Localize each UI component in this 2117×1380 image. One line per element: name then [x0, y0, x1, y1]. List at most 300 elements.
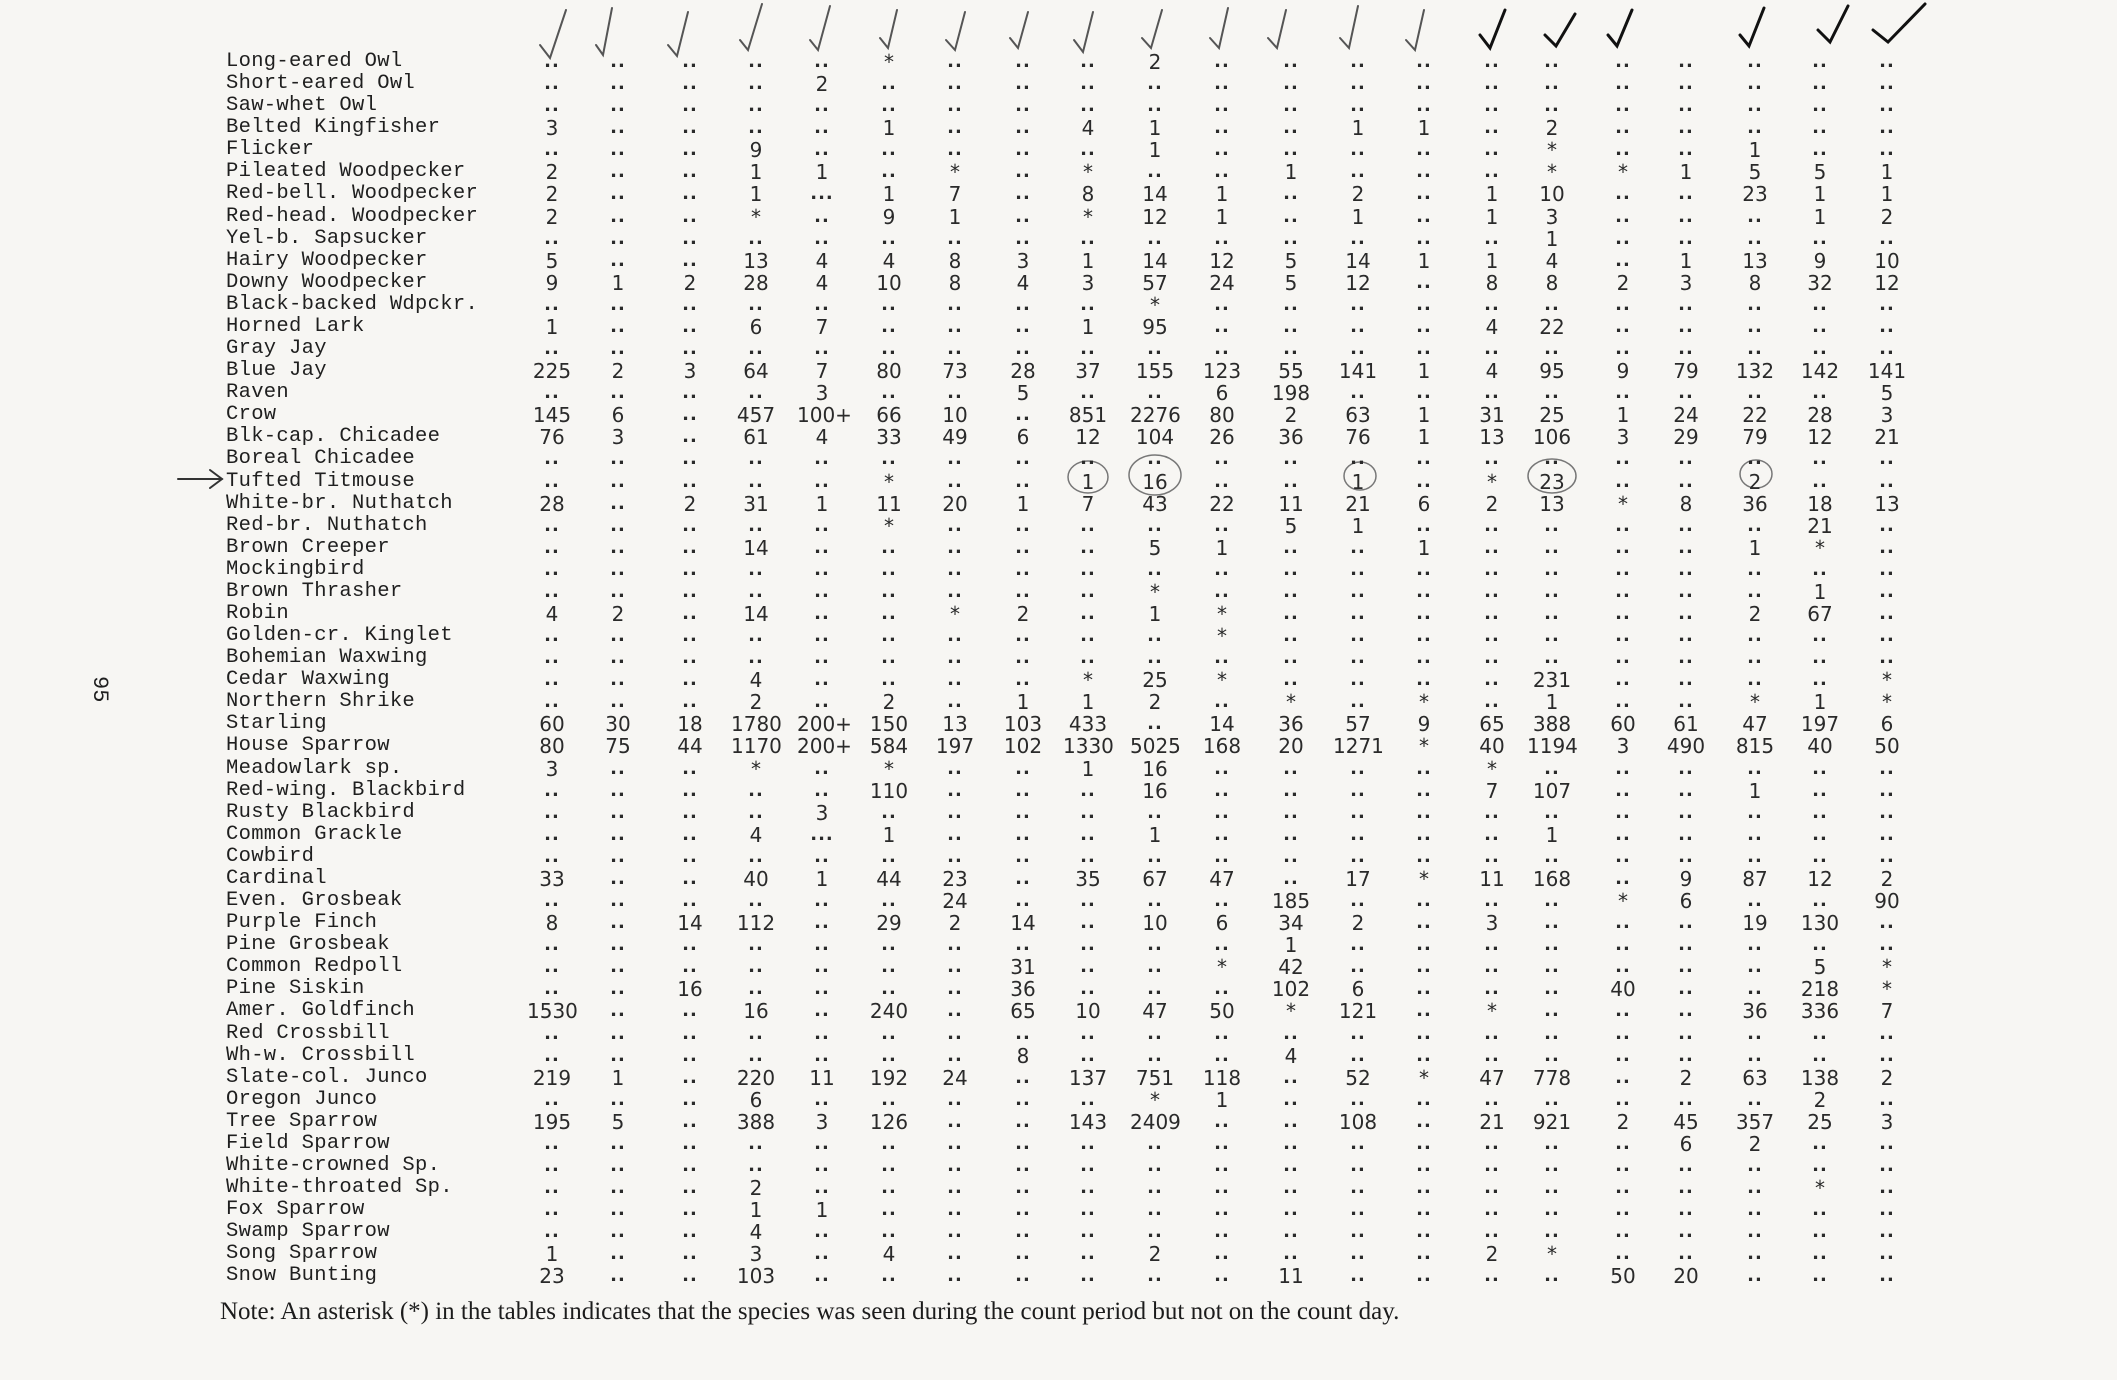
count-cell: 1 [815, 1198, 829, 1223]
count-cell: .. [1416, 1088, 1432, 1110]
count-cell: .. [1747, 1265, 1763, 1287]
count-cell: 6 [1417, 491, 1431, 516]
count-cell: .. [1214, 448, 1230, 470]
count-cell: .. [748, 580, 764, 602]
species-name: Red-head. Woodpecker [226, 204, 479, 228]
count-cell: 2 [1616, 270, 1630, 295]
count-cell: .. [1015, 757, 1031, 779]
table-row [0, 691, 2117, 713]
count-cell: .. [1350, 382, 1366, 404]
count-cell: 3 [815, 800, 829, 825]
count-cell: * [884, 469, 894, 494]
count-cell: .. [947, 338, 963, 360]
count-cell: 1 [815, 866, 829, 891]
count-cell: .. [1747, 801, 1763, 823]
count-cell: 1330 [1063, 734, 1114, 759]
count-cell: .. [1416, 978, 1432, 1000]
count-cell: 95 [1539, 359, 1565, 384]
count-cell: .. [1350, 1221, 1366, 1243]
count-cell: .. [1214, 801, 1230, 823]
count-cell: 60 [539, 712, 565, 737]
count-cell: .. [1544, 338, 1560, 360]
count-cell: .. [1214, 1022, 1230, 1044]
count-cell: 40 [1807, 734, 1833, 759]
table-row [0, 912, 2117, 934]
count-cell: .. [1678, 1243, 1694, 1265]
count-cell: .. [1350, 956, 1366, 978]
table-row [0, 603, 2117, 625]
count-cell: .. [881, 978, 897, 1000]
count-cell: .. [1147, 934, 1163, 956]
count-cell: * [1419, 734, 1429, 759]
count-cell: 2 [749, 690, 763, 715]
count-cell: .. [682, 293, 698, 315]
count-cell: 143 [1068, 1109, 1108, 1134]
count-cell: 168 [1202, 734, 1242, 759]
count-cell: 2 [545, 160, 559, 185]
count-cell: .. [1615, 315, 1631, 337]
count-cell: .. [682, 404, 698, 426]
count-cell: .. [1416, 603, 1432, 624]
count-cell: 5 [611, 1109, 625, 1134]
count-cell: 80 [876, 359, 902, 384]
count-cell: .. [748, 1022, 764, 1044]
count-cell: .. [1283, 315, 1299, 337]
count-cell: .. [1484, 1199, 1500, 1221]
species-name: Snow Bunting [226, 1264, 378, 1288]
count-cell: .. [1747, 1177, 1763, 1199]
count-cell: .. [1879, 1132, 1895, 1154]
count-cell: .. [610, 338, 626, 360]
count-cell: .. [947, 1199, 963, 1221]
count-cell: 1 [948, 204, 962, 229]
count-cell: .. [1544, 845, 1560, 867]
count-cell: .. [682, 1000, 698, 1022]
count-cell: * [1815, 535, 1825, 560]
count-cell: .. [1544, 1022, 1560, 1044]
count-cell: 195 [532, 1109, 572, 1134]
count-cell: .. [1214, 117, 1230, 139]
count-cell: * [1547, 160, 1557, 185]
count-cell: .. [1214, 890, 1230, 912]
count-cell: * [1083, 160, 1093, 185]
count-cell: .. [748, 293, 764, 315]
count-cell: .. [1615, 73, 1631, 95]
table-row [0, 1133, 2117, 1155]
count-cell: .. [1416, 1022, 1432, 1044]
count-cell: 31 [1010, 955, 1036, 980]
count-cell: .. [1283, 95, 1299, 117]
count-cell: .. [1879, 514, 1895, 536]
count-cell: .. [682, 1066, 698, 1088]
count-cell: 2 [1284, 403, 1298, 428]
count-cell: .. [881, 801, 897, 823]
count-cell: .. [1544, 757, 1560, 779]
count-cell: .. [881, 934, 897, 956]
count-cell: .. [682, 956, 698, 978]
count-cell: 66 [876, 403, 902, 428]
count-cell: .. [1015, 779, 1031, 801]
count-cell: .. [881, 1088, 897, 1110]
count-cell: .. [947, 73, 963, 95]
count-cell: .. [1080, 934, 1096, 956]
count-cell: .. [1544, 73, 1560, 95]
count-cell: .. [1015, 338, 1031, 360]
count-cell: 851 [1068, 403, 1108, 428]
species-name: Cowbird [226, 844, 315, 868]
count-cell: .. [1416, 448, 1432, 470]
count-cell: 3 [749, 1242, 763, 1267]
count-cell: 1 [611, 270, 625, 295]
count-cell: .. [1416, 669, 1432, 691]
count-cell: .. [881, 161, 897, 183]
count-cell: 112 [736, 911, 776, 936]
species-name: Rusty Blackbird [226, 800, 416, 824]
count-cell: .. [1214, 315, 1230, 337]
count-cell: .. [1416, 801, 1432, 823]
count-cell: .. [544, 580, 560, 602]
count-cell: .. [1678, 183, 1694, 205]
count-cell: 2 [545, 182, 559, 207]
table-row [0, 471, 2117, 493]
count-cell: .. [1747, 514, 1763, 536]
count-cell: .. [1678, 514, 1694, 536]
count-cell: .. [1015, 1066, 1031, 1088]
count-cell: 16 [1142, 778, 1168, 803]
count-cell: .. [1879, 1177, 1895, 1199]
count-cell: .. [544, 845, 560, 867]
count-cell: 12 [1075, 425, 1101, 450]
count-cell: .. [610, 1155, 626, 1176]
count-cell: .. [1812, 338, 1828, 360]
count-cell: .. [1812, 647, 1828, 669]
count-cell: .. [1350, 890, 1366, 912]
count-cell: .. [947, 1110, 963, 1132]
count-cell: .. [748, 470, 764, 492]
count-cell: .. [1015, 669, 1031, 691]
count-cell: .. [1879, 580, 1895, 602]
count-cell: .. [1615, 1221, 1631, 1243]
count-cell: .. [1484, 691, 1500, 713]
count-cell: 6 [1016, 425, 1030, 450]
count-cell: .. [1214, 1110, 1230, 1132]
count-cell: .. [1615, 580, 1631, 602]
count-cell: .. [1544, 95, 1560, 117]
count-cell: .. [1615, 183, 1631, 205]
count-cell: .. [682, 757, 698, 779]
count-cell: .. [1484, 1022, 1500, 1044]
count-cell: .. [1283, 779, 1299, 801]
count-cell: .. [1879, 536, 1895, 558]
count-cell: 1 [1215, 204, 1229, 229]
count-cell: .. [814, 603, 830, 624]
count-cell: 2 [815, 72, 829, 97]
count-cell: 1780 [731, 712, 782, 737]
count-cell: .. [1484, 338, 1500, 360]
count-cell: 13 [1874, 491, 1900, 516]
count-cell: 1 [1351, 513, 1365, 538]
count-cell: .. [1147, 227, 1163, 249]
count-cell: .. [1015, 867, 1031, 889]
count-cell: .. [1214, 1221, 1230, 1243]
count-cell: .. [1147, 338, 1163, 360]
count-cell: .. [1615, 470, 1631, 492]
count-cell: 2276 [1130, 403, 1181, 428]
count-cell: .. [881, 580, 897, 602]
count-cell: .. [610, 117, 626, 139]
count-cell: 9 [1417, 712, 1431, 737]
count-cell: 388 [736, 1109, 776, 1134]
count-cell: 36 [1278, 712, 1304, 737]
count-cell: .. [1678, 1088, 1694, 1110]
count-cell: .. [1147, 956, 1163, 978]
count-cell: .. [1812, 470, 1828, 492]
count-cell: .. [1484, 669, 1500, 691]
count-cell: 36 [1742, 999, 1768, 1024]
count-cell: 103 [1003, 712, 1043, 737]
count-cell: .. [814, 1000, 830, 1022]
count-cell: 65 [1010, 999, 1036, 1024]
table-row [0, 669, 2117, 691]
count-cell: 12 [1209, 248, 1235, 273]
count-cell: .. [1747, 1155, 1763, 1176]
count-cell: .. [682, 647, 698, 669]
count-cell: 4 [815, 425, 829, 450]
count-cell: .. [1812, 779, 1828, 801]
count-cell: .. [1015, 1265, 1031, 1287]
count-cell: .. [1615, 1199, 1631, 1221]
count-cell: 141 [1867, 359, 1907, 384]
count-cell: .. [1615, 249, 1631, 271]
count-cell: .. [1147, 713, 1163, 735]
count-cell: .. [682, 1022, 698, 1044]
count-cell: .. [1615, 801, 1631, 823]
count-cell: .. [1678, 603, 1694, 624]
count-cell: .. [682, 139, 698, 161]
table-row [0, 802, 2117, 824]
count-cell: 22 [1209, 491, 1235, 516]
table-row [0, 978, 2117, 1000]
count-cell: .. [1350, 1177, 1366, 1199]
count-cell: 21 [1807, 513, 1833, 538]
count-cell: .. [682, 779, 698, 801]
count-cell: 1194 [1527, 734, 1578, 759]
count-cell: 5 [1284, 248, 1298, 273]
count-cell: .. [1678, 205, 1694, 227]
count-cell: .. [1747, 338, 1763, 360]
count-cell: .. [881, 1022, 897, 1044]
count-cell: .. [748, 890, 764, 912]
count-cell: .. [1015, 1243, 1031, 1265]
count-cell: .. [544, 669, 560, 691]
count-cell: .. [1879, 227, 1895, 249]
count-cell: .. [814, 580, 830, 602]
count-cell: 21 [1345, 491, 1371, 516]
count-cell: .. [1544, 293, 1560, 315]
count-cell: .. [814, 779, 830, 801]
count-cell: .. [682, 117, 698, 139]
count-cell: .. [610, 1243, 626, 1265]
table-row [0, 824, 2117, 846]
count-cell: .. [1879, 139, 1895, 161]
species-name: Mockingbird [226, 557, 365, 581]
count-cell: 1271 [1333, 734, 1384, 759]
count-cell: .. [1147, 1177, 1163, 1199]
count-cell: .. [1416, 95, 1432, 117]
count-cell: .. [1147, 1199, 1163, 1221]
count-cell: .. [1544, 1000, 1560, 1022]
count-cell: 1 [1215, 182, 1229, 207]
count-cell: .. [1350, 625, 1366, 647]
count-cell: .. [947, 823, 963, 845]
count-cell: 1 [1748, 138, 1762, 163]
count-cell: 1 [1148, 602, 1162, 626]
count-cell: .. [1879, 1221, 1895, 1243]
count-cell: .. [748, 558, 764, 580]
count-cell: .. [1678, 978, 1694, 1000]
count-cell: .. [610, 1044, 626, 1066]
count-cell: .. [1879, 95, 1895, 117]
count-cell: 6 [1215, 911, 1229, 936]
count-cell: .. [544, 647, 560, 669]
count-cell: .. [881, 73, 897, 95]
count-cell: .. [1678, 315, 1694, 337]
count-cell: .. [610, 492, 626, 514]
count-cell: 8 [1748, 270, 1762, 295]
table-row [0, 294, 2117, 316]
table-row [0, 559, 2117, 581]
count-cell: .. [1214, 978, 1230, 1000]
count-cell: 433 [1068, 712, 1108, 737]
count-cell: 2 [611, 359, 625, 384]
count-cell: .. [610, 823, 626, 845]
count-cell: 20 [1673, 1264, 1699, 1289]
count-cell: .. [1015, 183, 1031, 205]
count-cell: .. [682, 161, 698, 183]
count-cell: 65 [1479, 712, 1505, 737]
count-cell: .. [1080, 227, 1096, 249]
count-cell: .. [1147, 801, 1163, 823]
count-cell: .. [1350, 161, 1366, 183]
count-cell: * [1882, 977, 1892, 1002]
count-cell: .. [544, 1199, 560, 1221]
count-cell: .. [1283, 1088, 1299, 1110]
count-cell: 90 [1874, 889, 1900, 914]
count-cell: .. [947, 1265, 963, 1287]
count-cell: .. [1214, 293, 1230, 315]
count-cell: .. [1678, 934, 1694, 956]
count-cell: 55 [1278, 359, 1304, 384]
count-cell: .. [1080, 890, 1096, 912]
table-row [0, 846, 2117, 868]
count-cell: .. [610, 691, 626, 713]
count-cell: .. [1416, 470, 1432, 492]
count-cell: 57 [1142, 270, 1168, 295]
count-cell: .. [1678, 382, 1694, 404]
count-cell: .. [1214, 647, 1230, 669]
count-cell: .. [1283, 580, 1299, 602]
count-cell: 10 [942, 403, 968, 428]
count-cell: .. [1615, 603, 1631, 624]
count-cell: 5 [1016, 381, 1030, 406]
table-row [0, 206, 2117, 228]
species-name: Short-eared Owl [226, 72, 416, 96]
count-cell: .. [1080, 625, 1096, 647]
count-cell: * [884, 513, 894, 538]
count-cell: .. [1678, 558, 1694, 580]
count-cell: .. [1747, 1044, 1763, 1066]
count-cell: .. [1416, 1243, 1432, 1265]
count-cell: .. [748, 801, 764, 823]
count-cell: 7 [815, 314, 829, 339]
count-cell: 28 [1010, 359, 1036, 384]
count-cell: .. [1484, 823, 1500, 845]
count-cell: .. [1283, 1066, 1299, 1088]
count-cell: .. [682, 1088, 698, 1110]
count-cell: .. [1350, 647, 1366, 669]
count-cell: 5 [1284, 270, 1298, 295]
count-cell: 95 [1142, 314, 1168, 339]
count-cell: 9 [1679, 866, 1693, 891]
count-cell: .. [947, 691, 963, 713]
count-cell: 29 [876, 911, 902, 936]
count-cell: .. [1615, 779, 1631, 801]
species-name: Even. Grosbeak [226, 889, 403, 913]
count-cell: .. [748, 73, 764, 95]
count-cell: .. [1615, 1243, 1631, 1265]
table-row [0, 51, 2117, 73]
count-cell: 7 [1485, 778, 1499, 803]
count-cell: .. [1615, 757, 1631, 779]
count-cell: .. [1283, 1177, 1299, 1199]
count-cell: 1 [1148, 822, 1162, 847]
count-cell: .. [1879, 293, 1895, 315]
count-cell: 47 [1209, 866, 1235, 891]
count-cell: 4 [1485, 314, 1499, 339]
count-cell: 1 [1081, 690, 1095, 715]
count-cell: 2 [611, 602, 625, 626]
species-name: Cedar Waxwing [226, 668, 390, 692]
count-cell: .. [1416, 890, 1432, 912]
count-cell: 145 [532, 403, 572, 428]
count-cell: .. [814, 514, 830, 536]
count-cell: .. [881, 536, 897, 558]
count-cell: .. [610, 801, 626, 823]
count-cell: .. [1214, 1155, 1230, 1176]
count-cell: .. [610, 956, 626, 978]
count-cell: .. [1416, 271, 1432, 293]
count-cell: .. [1080, 73, 1096, 95]
table-row [0, 382, 2117, 404]
count-cell: .. [1615, 139, 1631, 161]
count-cell: 1 [1485, 204, 1499, 229]
count-cell: 8 [1016, 1043, 1030, 1068]
count-cell: .. [1678, 73, 1694, 95]
table-row [0, 316, 2117, 338]
count-cell: 8 [948, 270, 962, 295]
count-cell: 1 [749, 160, 763, 185]
count-cell: .. [1484, 647, 1500, 669]
count-cell: .. [544, 51, 560, 72]
count-cell: * [1217, 955, 1227, 980]
count-cell: .. [1879, 117, 1895, 139]
count-cell: .. [1812, 1221, 1828, 1243]
count-cell: 50 [1874, 734, 1900, 759]
count-cell: .. [1812, 51, 1828, 72]
count-cell: .. [682, 514, 698, 536]
count-cell: .. [1283, 205, 1299, 227]
species-name: Raven [226, 381, 290, 405]
